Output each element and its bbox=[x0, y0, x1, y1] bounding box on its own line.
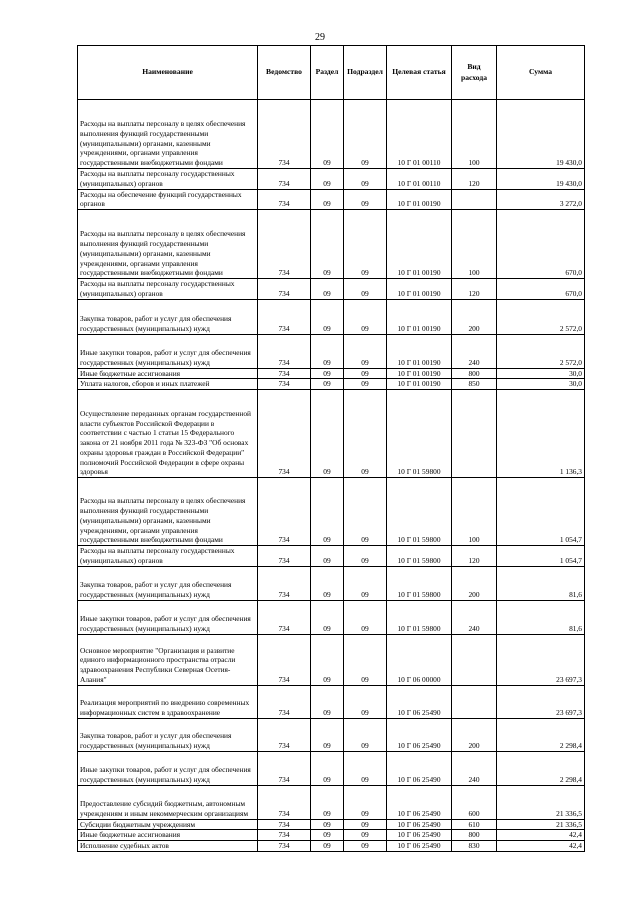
row-name-text: Иные бюджетные ассигнования bbox=[80, 368, 181, 378]
table-row bbox=[78, 279, 585, 300]
row-name-text: Расходы на выплаты персоналу государственных (муниципальных) органов bbox=[80, 279, 235, 298]
row-name bbox=[78, 841, 258, 852]
row-name-text: Основное мероприятие "Организация и развитие единого информационного пространства отрасли здравоохранения Республики Северная Осетия-Алания" bbox=[80, 645, 236, 684]
row-name bbox=[78, 299, 258, 334]
row-section: 09 bbox=[311, 685, 344, 718]
row-dept: 734 bbox=[258, 600, 311, 634]
row-type: 120 bbox=[452, 169, 497, 190]
budget-table bbox=[77, 45, 585, 852]
row-section: 09 bbox=[311, 600, 344, 634]
row-name bbox=[78, 334, 258, 368]
row-name bbox=[78, 100, 258, 169]
table-row bbox=[78, 566, 585, 600]
row-name-text: Иные закупки товаров, работ и услуг для обеспечения государственных (муниципальных) нужд bbox=[80, 614, 251, 633]
row-subsection: 09 bbox=[344, 685, 387, 718]
row-section: 09 bbox=[311, 718, 344, 751]
row-sum: 21 336,5 bbox=[497, 785, 585, 819]
row-target: 10 Г 01 00190 bbox=[387, 299, 452, 334]
table-body bbox=[78, 100, 585, 852]
row-dept: 734 bbox=[258, 210, 311, 279]
row-subsection: 09 bbox=[344, 819, 387, 830]
row-name bbox=[78, 390, 258, 478]
row-target: 10 Г 01 59800 bbox=[387, 546, 452, 567]
row-dept: 734 bbox=[258, 841, 311, 852]
row-name bbox=[78, 685, 258, 718]
row-name-text: Закупка товаров, работ и услуг для обеспечения государственных (муниципальных) нужд bbox=[80, 580, 232, 599]
row-subsection: 09 bbox=[344, 334, 387, 368]
row-dept: 734 bbox=[258, 334, 311, 368]
row-name-text: Субсидии бюджетным учреждениям bbox=[80, 819, 196, 829]
row-section: 09 bbox=[311, 210, 344, 279]
row-dept: 734 bbox=[258, 478, 311, 546]
row-name bbox=[78, 634, 258, 685]
row-dept: 734 bbox=[258, 718, 311, 751]
row-subsection: 09 bbox=[344, 379, 387, 390]
table-row bbox=[78, 785, 585, 819]
row-name-text: Осуществление переданных органам государственной власти субъектов Российской Федерации в соответствии с частью 1 статьи 15 Федерального закона от 21 ноября 2011 года № 323-ФЗ "Об основах охраны здоровья граждан в Российской Федерации" полномочий Российской Федерации в сфере охраны здоровья bbox=[80, 408, 251, 477]
row-type: 240 bbox=[452, 751, 497, 785]
row-section: 09 bbox=[311, 368, 344, 379]
row-subsection: 09 bbox=[344, 299, 387, 334]
row-sum: 81,6 bbox=[497, 566, 585, 600]
row-subsection: 09 bbox=[344, 600, 387, 634]
row-target: 10 Г 06 25490 bbox=[387, 751, 452, 785]
row-sum: 23 697,3 bbox=[497, 634, 585, 685]
table-row bbox=[78, 368, 585, 379]
table-row bbox=[78, 169, 585, 190]
row-subsection: 09 bbox=[344, 566, 387, 600]
row-name-text: Закупка товаров, работ и услуг для обеспечения государственных (муниципальных) нужд bbox=[80, 731, 232, 750]
row-section: 09 bbox=[311, 299, 344, 334]
row-dept: 734 bbox=[258, 368, 311, 379]
row-section: 09 bbox=[311, 279, 344, 300]
row-sum: 670,0 bbox=[497, 279, 585, 300]
row-dept: 734 bbox=[258, 685, 311, 718]
row-subsection: 09 bbox=[344, 390, 387, 478]
row-dept: 734 bbox=[258, 390, 311, 478]
row-section: 09 bbox=[311, 634, 344, 685]
row-name-text: Расходы на выплаты персоналу в целях обеспечения выполнения функций государственными (муниципальными) органами, казенными учреждениями, органами управления государственными внебюджетными фондами bbox=[80, 496, 246, 545]
row-type: 240 bbox=[452, 600, 497, 634]
row-name-text: Иные закупки товаров, работ и услуг для обеспечения государственных (муниципальных) нужд bbox=[80, 348, 251, 367]
row-sum: 670,0 bbox=[497, 210, 585, 279]
row-subsection: 09 bbox=[344, 169, 387, 190]
row-section: 09 bbox=[311, 390, 344, 478]
row-target: 10 Г 06 25490 bbox=[387, 841, 452, 852]
table-row bbox=[78, 210, 585, 279]
row-target: 10 Г 01 00190 bbox=[387, 189, 452, 210]
row-target: 10 Г 01 59800 bbox=[387, 478, 452, 546]
row-section: 09 bbox=[311, 751, 344, 785]
row-target: 10 Г 01 00190 bbox=[387, 279, 452, 300]
row-type: 100 bbox=[452, 478, 497, 546]
row-sum: 81,6 bbox=[497, 600, 585, 634]
row-sum: 42,4 bbox=[497, 830, 585, 841]
table-header-row bbox=[78, 46, 585, 100]
row-sum: 21 336,5 bbox=[497, 819, 585, 830]
row-type: 120 bbox=[452, 546, 497, 567]
row-subsection: 09 bbox=[344, 189, 387, 210]
row-target: 10 Г 01 00190 bbox=[387, 368, 452, 379]
row-dept: 734 bbox=[258, 100, 311, 169]
page-number: 29 bbox=[315, 32, 325, 43]
row-type: 240 bbox=[452, 334, 497, 368]
row-target: 10 Г 06 25490 bbox=[387, 830, 452, 841]
row-sum: 2 572,0 bbox=[497, 299, 585, 334]
row-name bbox=[78, 210, 258, 279]
table-row bbox=[78, 334, 585, 368]
row-name bbox=[78, 478, 258, 546]
row-type: 600 bbox=[452, 785, 497, 819]
row-sum: 2 298,4 bbox=[497, 718, 585, 751]
row-target: 10 Г 01 59800 bbox=[387, 390, 452, 478]
row-name-text: Уплата налогов, сборов и иных платежей bbox=[80, 379, 210, 389]
row-sum: 1 054,7 bbox=[497, 546, 585, 567]
table-row bbox=[78, 299, 585, 334]
row-dept: 734 bbox=[258, 279, 311, 300]
row-section: 09 bbox=[311, 841, 344, 852]
row-dept: 734 bbox=[258, 379, 311, 390]
row-target: 10 Г 01 00110 bbox=[387, 169, 452, 190]
row-sum: 30,0 bbox=[497, 379, 585, 390]
row-sum: 30,0 bbox=[497, 368, 585, 379]
row-type: 200 bbox=[452, 299, 497, 334]
row-type: 120 bbox=[452, 279, 497, 300]
row-name bbox=[78, 368, 258, 379]
row-type: 800 bbox=[452, 368, 497, 379]
row-type: 800 bbox=[452, 830, 497, 841]
row-type bbox=[452, 189, 497, 210]
table-row bbox=[78, 685, 585, 718]
row-name-text: Реализация мероприятий по внедрению современных информационных систем в здравоохранение bbox=[80, 698, 250, 717]
row-name-text: Расходы на выплаты персоналу государственных (муниципальных) органов bbox=[80, 169, 235, 188]
row-type: 200 bbox=[452, 718, 497, 751]
row-name-text: Расходы на выплаты персоналу в целях обеспечения выполнения функций государственными (муниципальными) органами, казенными учреждениями, органами управления государственными внебюджетными фондами bbox=[80, 119, 246, 168]
row-type: 850 bbox=[452, 379, 497, 390]
row-name bbox=[78, 600, 258, 634]
header-name: Наименование bbox=[78, 46, 258, 100]
row-name bbox=[78, 718, 258, 751]
row-sum: 19 430,0 bbox=[497, 100, 585, 169]
row-type: 200 bbox=[452, 566, 497, 600]
row-target: 10 Г 01 00110 bbox=[387, 100, 452, 169]
row-sum: 2 298,4 bbox=[497, 751, 585, 785]
row-type bbox=[452, 634, 497, 685]
row-target: 10 Г 06 25490 bbox=[387, 785, 452, 819]
row-name-text: Предоставление субсидий бюджетным, автономным учреждениям и иным некоммерческим организациям bbox=[80, 799, 249, 818]
row-subsection: 09 bbox=[344, 634, 387, 685]
row-section: 09 bbox=[311, 169, 344, 190]
row-sum: 2 572,0 bbox=[497, 334, 585, 368]
header-type: Вид расхода bbox=[452, 46, 497, 100]
row-target: 10 Г 01 59800 bbox=[387, 566, 452, 600]
row-dept: 734 bbox=[258, 566, 311, 600]
table-row bbox=[78, 189, 585, 210]
row-dept: 734 bbox=[258, 169, 311, 190]
row-subsection: 09 bbox=[344, 478, 387, 546]
row-target: 10 Г 01 00190 bbox=[387, 334, 452, 368]
row-dept: 734 bbox=[258, 819, 311, 830]
table-row bbox=[78, 478, 585, 546]
row-section: 09 bbox=[311, 100, 344, 169]
row-name-text: Закупка товаров, работ и услуг для обеспечения государственных (муниципальных) нужд bbox=[80, 314, 232, 333]
row-target: 10 Г 01 59800 bbox=[387, 600, 452, 634]
row-subsection: 09 bbox=[344, 368, 387, 379]
table-row bbox=[78, 379, 585, 390]
row-name bbox=[78, 379, 258, 390]
row-subsection: 09 bbox=[344, 751, 387, 785]
row-name bbox=[78, 189, 258, 210]
row-subsection: 09 bbox=[344, 841, 387, 852]
row-target: 10 Г 01 00190 bbox=[387, 379, 452, 390]
row-subsection: 09 bbox=[344, 546, 387, 567]
table-row bbox=[78, 546, 585, 567]
row-sum: 19 430,0 bbox=[497, 169, 585, 190]
table-row bbox=[78, 841, 585, 852]
table-row bbox=[78, 600, 585, 634]
row-section: 09 bbox=[311, 830, 344, 841]
header-section: Раздел bbox=[311, 46, 344, 100]
row-section: 09 bbox=[311, 546, 344, 567]
row-name-text: Исполнение судебных актов bbox=[80, 841, 169, 851]
row-target: 10 Г 06 00000 bbox=[387, 634, 452, 685]
row-name bbox=[78, 546, 258, 567]
row-type: 610 bbox=[452, 819, 497, 830]
row-subsection: 09 bbox=[344, 279, 387, 300]
row-section: 09 bbox=[311, 189, 344, 210]
header-sum: Сумма bbox=[497, 46, 585, 100]
row-name bbox=[78, 169, 258, 190]
row-subsection: 09 bbox=[344, 718, 387, 751]
row-name-text: Расходы на обеспечение функций государственных органов bbox=[80, 189, 242, 209]
row-dept: 734 bbox=[258, 830, 311, 841]
row-name-text: Расходы на выплаты персоналу государственных (муниципальных) органов bbox=[80, 546, 235, 565]
header-subsection: Подраздел bbox=[344, 46, 387, 100]
row-name bbox=[78, 566, 258, 600]
row-sum: 23 697,3 bbox=[497, 685, 585, 718]
row-section: 09 bbox=[311, 785, 344, 819]
row-target: 10 Г 06 25490 bbox=[387, 718, 452, 751]
row-name bbox=[78, 830, 258, 841]
row-dept: 734 bbox=[258, 189, 311, 210]
row-name-text: Иные бюджетные ассигнования bbox=[80, 830, 181, 840]
table-row bbox=[78, 634, 585, 685]
table-row bbox=[78, 819, 585, 830]
row-name bbox=[78, 785, 258, 819]
row-name bbox=[78, 279, 258, 300]
row-section: 09 bbox=[311, 334, 344, 368]
row-type bbox=[452, 390, 497, 478]
row-dept: 734 bbox=[258, 785, 311, 819]
table-row bbox=[78, 718, 585, 751]
row-dept: 734 bbox=[258, 299, 311, 334]
row-section: 09 bbox=[311, 478, 344, 546]
row-dept: 734 bbox=[258, 546, 311, 567]
row-subsection: 09 bbox=[344, 830, 387, 841]
table-row bbox=[78, 390, 585, 478]
row-type: 100 bbox=[452, 210, 497, 279]
row-type bbox=[452, 685, 497, 718]
row-sum: 1 054,7 bbox=[497, 478, 585, 546]
row-sum: 1 136,3 bbox=[497, 390, 585, 478]
row-subsection: 09 bbox=[344, 100, 387, 169]
table-row bbox=[78, 100, 585, 169]
row-name-text: Иные закупки товаров, работ и услуг для обеспечения государственных (муниципальных) нужд bbox=[80, 765, 251, 784]
row-type: 100 bbox=[452, 100, 497, 169]
row-target: 10 Г 01 00190 bbox=[387, 210, 452, 279]
row-dept: 734 bbox=[258, 634, 311, 685]
row-dept: 734 bbox=[258, 751, 311, 785]
row-subsection: 09 bbox=[344, 210, 387, 279]
row-target: 10 Г 06 25490 bbox=[387, 685, 452, 718]
row-section: 09 bbox=[311, 379, 344, 390]
row-name-text: Расходы на выплаты персоналу в целях обеспечения выполнения функций государственными (муниципальными) органами, казенными учреждениями, органами управления государственными внебюджетными фондами bbox=[80, 229, 246, 278]
table-row bbox=[78, 751, 585, 785]
row-subsection: 09 bbox=[344, 785, 387, 819]
row-type: 830 bbox=[452, 841, 497, 852]
row-name bbox=[78, 751, 258, 785]
header-dept: Ведомство bbox=[258, 46, 311, 100]
row-sum: 3 272,0 bbox=[497, 189, 585, 210]
row-section: 09 bbox=[311, 819, 344, 830]
table-row bbox=[78, 830, 585, 841]
row-section: 09 bbox=[311, 566, 344, 600]
row-name bbox=[78, 819, 258, 830]
row-target: 10 Г 06 25490 bbox=[387, 819, 452, 830]
row-sum: 42,4 bbox=[497, 841, 585, 852]
header-target: Целевая статья bbox=[387, 46, 452, 100]
